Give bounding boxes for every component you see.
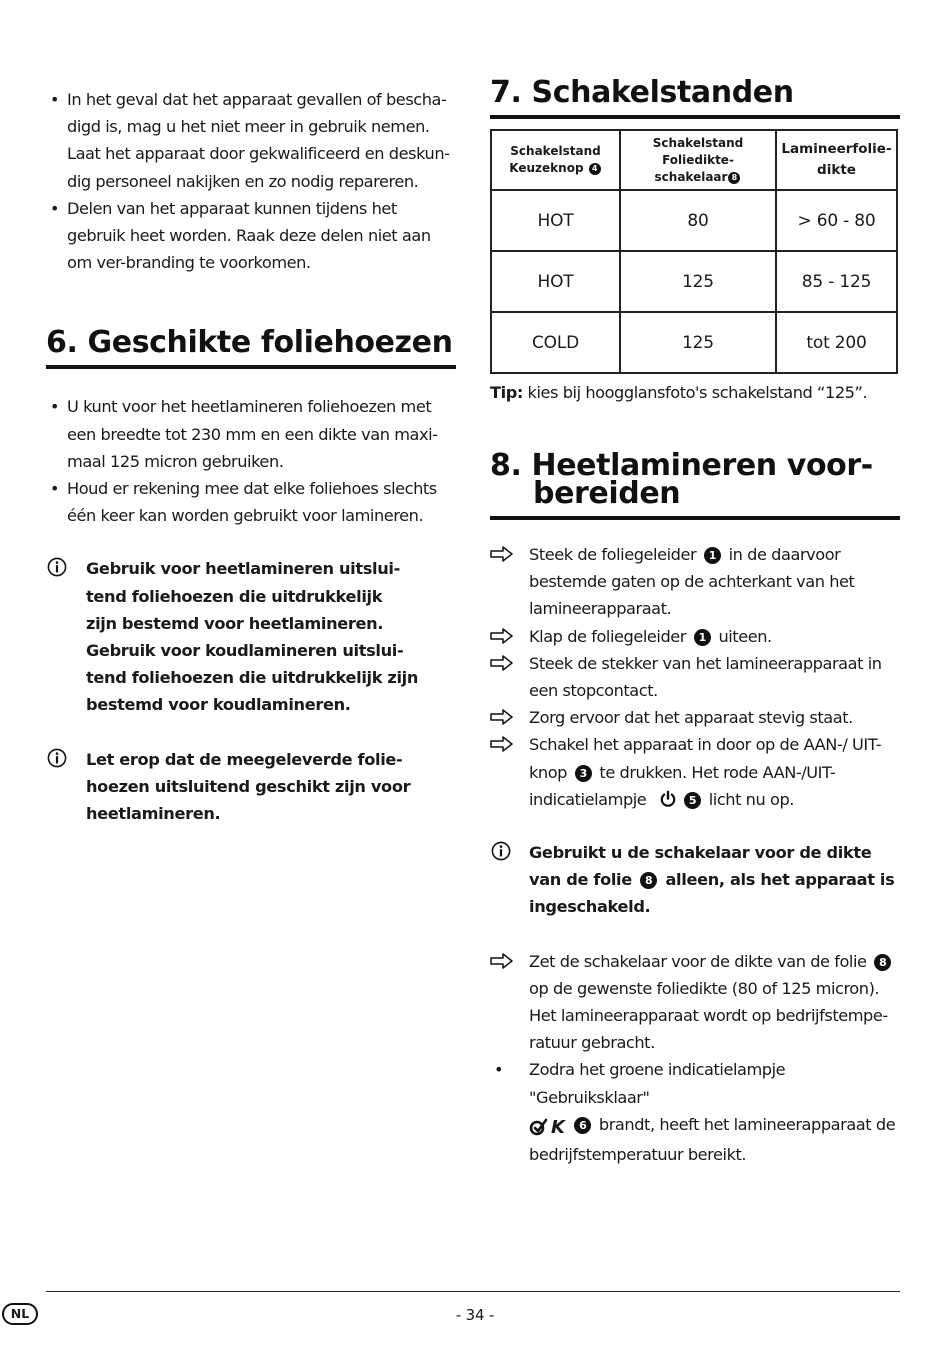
- note-line: bestemd voor koudlamineren.: [86, 695, 351, 715]
- section-7-heading: [490, 75, 900, 119]
- note-line: Let erop dat de meegeleverde folie-: [86, 749, 403, 769]
- instruction-step: Steek de foliegeleider 1 in de daarvoor bestemde gaten op de achterkant van het lamineerapparaat.: [490, 541, 900, 623]
- language-badge: NL: [2, 1303, 38, 1325]
- info-note-foil-type: [46, 555, 456, 718]
- table-header-row: [491, 130, 897, 190]
- column-header-thickness-switch: Schakelstand Foliedikte- schakelaar 8: [620, 130, 776, 190]
- table-cell: 80: [620, 190, 776, 251]
- bullet-text: In het geval dat het apparaat gevallen of bescha-digd is, mag u het niet meer in gebruik nemen. Laat het apparaat door gekwalificeerd en deskun-dig personeel nakijken en zo nodig repareren.: [67, 90, 450, 191]
- section-number: 8.: [490, 448, 522, 483]
- note-line: heetlamineren.: [86, 804, 221, 824]
- info-icon: [47, 557, 67, 577]
- note-line: Gebruik voor koudlamineren uitslui-: [86, 641, 404, 661]
- instruction-step: Zorg ervoor dat het apparaat stevig staat.: [490, 704, 900, 731]
- intro-bullet-list: [46, 86, 456, 276]
- tip-body: kies bij hoogglansfoto's schakelstand “125”.: [522, 383, 868, 402]
- table-cell: 85 - 125: [776, 251, 897, 312]
- bullet-text: U kunt voor het heetlamineren foliehoezen met een breedte tot 230 mm en een dikte van maxi-maal 125 micron gebruiken.: [67, 397, 438, 471]
- ok-icon: K: [529, 1114, 565, 1141]
- arrow-right-icon: [490, 736, 514, 752]
- part-number-badge: 1: [694, 629, 711, 646]
- section-title: Geschikte foliehoezen: [87, 325, 453, 361]
- table-cell: COLD: [491, 312, 620, 373]
- part-number-badge: 6: [574, 1117, 591, 1134]
- table-row: [491, 190, 897, 251]
- table-row: [491, 312, 897, 373]
- table-cell: 125: [620, 251, 776, 312]
- info-icon: [47, 748, 67, 768]
- arrow-right-icon: [490, 655, 514, 671]
- page-number: - 34 -: [455, 1306, 495, 1324]
- arrow-right-icon: [490, 953, 514, 969]
- footer-divider: [46, 1291, 900, 1292]
- info-note-thickness-switch: [490, 839, 900, 921]
- part-number-badge: 8: [874, 954, 891, 971]
- part-number-badge: 8: [640, 872, 657, 889]
- table-cell: 125: [620, 312, 776, 373]
- part-number-badge: 4: [589, 163, 601, 175]
- instruction-step: Zet de schakelaar voor de dikte van de folie 8 op de gewenste foliedikte (80 of 125 micron). Het lamineerapparaat wordt op bedrijfstempe-ratuur gebracht.: [490, 948, 900, 1057]
- part-number-badge: 5: [684, 792, 701, 809]
- info-note-supplied-foil: [46, 746, 456, 828]
- list-item: • Delen van het apparaat kunnen tijdens het gebruik heet worden. Raak deze delen niet aan om ver-branding te voorkomen.: [50, 198, 431, 273]
- note-text: Gebruikt u de schakelaar voor de dikte van de folie 8 alleen, als het apparaat is ingeschakeld.: [529, 843, 895, 917]
- instruction-steps: [490, 541, 900, 813]
- left-column: [46, 86, 456, 827]
- section-6-heading: [46, 325, 456, 369]
- column-header-foil-thickness: Lamineerfolie- dikte: [776, 130, 897, 190]
- instruction-steps-continued: [490, 948, 900, 1169]
- tip-label: Tip:: [490, 383, 523, 402]
- list-item: • Houd er rekening mee dat elke foliehoes slechts één keer kan worden gebruikt voor lamineren.: [50, 479, 437, 526]
- power-icon: [659, 790, 677, 808]
- list-item: • Zodra het groene indicatielampje "Gebruiksklaar" K 6 brandt, heeft het lamineerapparaat de bedrijfstemperatuur bereikt.: [494, 1060, 896, 1165]
- note-line: Gebruik voor heetlamineren uitslui-: [86, 559, 400, 579]
- arrow-right-icon: [490, 709, 514, 725]
- table-cell: tot 200: [776, 312, 897, 373]
- note-line: tend foliehoezen die uitdrukkelijk: [86, 586, 383, 606]
- part-number-badge: 1: [704, 547, 721, 564]
- list-item: • U kunt voor het heetlamineren foliehoezen met een breedte tot 230 mm en een dikte van maxi-maal 125 micron gebruiken.: [50, 397, 438, 471]
- table-cell: HOT: [491, 190, 620, 251]
- note-line: zijn bestemd voor heetlamineren.: [86, 613, 384, 633]
- info-icon: [491, 841, 511, 861]
- right-column: [490, 75, 900, 1168]
- section-number: 6.: [46, 325, 78, 361]
- table-cell: HOT: [491, 251, 620, 312]
- bullet-text: Delen van het apparaat kunnen tijdens het gebruik heet worden. Raak deze delen niet aan om ver-branding te voorkomen.: [67, 198, 431, 273]
- column-header-selector: Schakelstand Keuzeknop 4: [491, 130, 620, 190]
- section-title: Schakelstanden: [531, 75, 794, 110]
- section-number: 7.: [490, 75, 522, 110]
- section-6-bullet-list: [46, 393, 456, 529]
- arrow-right-icon: [490, 546, 514, 562]
- section-8-heading: [490, 448, 900, 520]
- table-row: [491, 251, 897, 312]
- section-title-line1: Heetlamineren voor-: [531, 448, 873, 483]
- instruction-step: Klap de foliegeleider 1 uiteen.: [490, 623, 900, 650]
- instruction-step: Steek de stekker van het lamineerapparaat in een stopcontact.: [490, 650, 900, 704]
- list-item: • In het geval dat het apparaat gevallen of bescha-digd is, mag u het niet meer in gebruik nemen. Laat het apparaat door gekwalificeerd en deskun-dig personeel nakijken en zo nodig repareren.: [50, 90, 450, 191]
- part-number-badge: 3: [575, 765, 592, 782]
- instruction-step: Schakel het apparaat in door op de AAN-/ UIT-knop 3 te drukken. Het rode AAN-/UIT-indicatielampje 5 licht nu op.: [490, 731, 900, 813]
- arrow-right-icon: [490, 628, 514, 644]
- section-title-line2: bereiden: [533, 476, 681, 511]
- tip-text: [490, 383, 900, 402]
- part-number-badge: 8: [728, 172, 740, 184]
- note-line: hoezen uitsluitend geschikt zijn voor: [86, 776, 411, 796]
- note-line: tend foliehoezen die uitdrukkelijk zijn: [86, 668, 419, 688]
- switch-settings-table: [490, 129, 898, 374]
- bullet-text: Houd er rekening mee dat elke foliehoes slechts één keer kan worden gebruikt voor lamineren.: [67, 479, 437, 526]
- table-cell: > 60 - 80: [776, 190, 897, 251]
